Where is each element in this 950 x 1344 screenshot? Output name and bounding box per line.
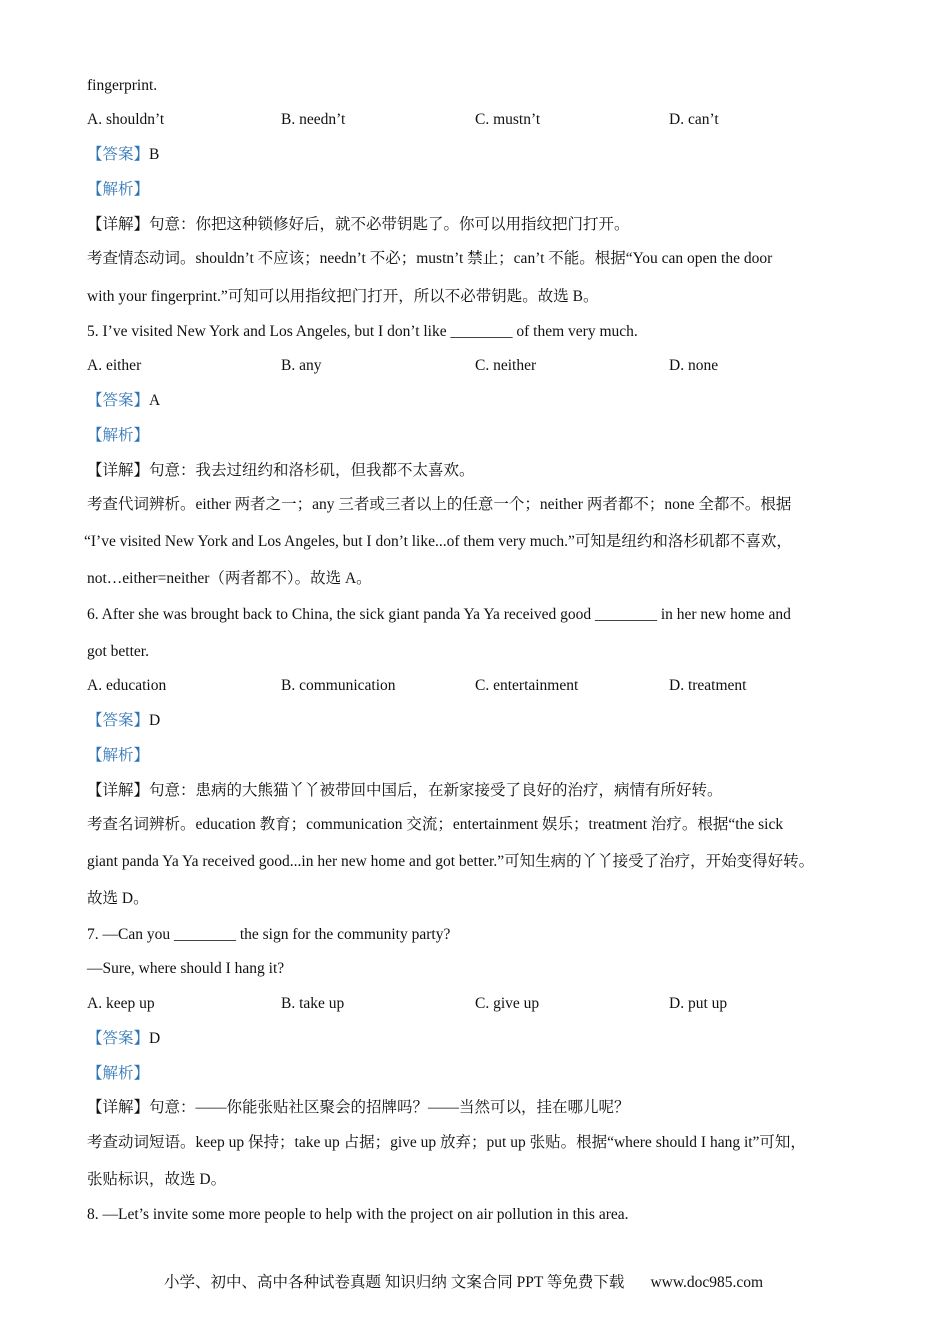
option-b: B. any (281, 357, 322, 374)
q6-question-line1: 6. After she was brought back to China, the sick giant panda Ya Ya received good ________ in her new home and (87, 606, 791, 623)
q6-exp3: 故选 D。 (87, 890, 149, 907)
q7-answer (87, 1029, 160, 1049)
option-a: A. either (87, 357, 142, 374)
answer-label: 【答案】 (87, 1030, 150, 1047)
option-d: D. can’t (669, 111, 719, 128)
option-d: D. none (669, 357, 719, 374)
q5-exp1: 考查代词辨析。either 两者之一；any 三者或三者以上的任意一个；neither 两者都不；none 全都不。根据 (87, 496, 792, 513)
q7-exp2: 张贴标识，故选 D。 (87, 1171, 227, 1188)
q5-detail (87, 461, 475, 481)
q7-exp1: 考查动词短语。keep up 保持；take up 占据；give up 放弃；put up 张贴。根据“where should I hang it”可知， (87, 1134, 806, 1151)
answer-value: D (149, 712, 161, 729)
option-c: C. neither (475, 357, 537, 374)
answer-label: 【答案】 (87, 392, 150, 409)
footer-text: 小学、初中、高中各种试卷真题 知识归纳 文案合同 PPT 等免费下载 (164, 1274, 625, 1291)
option-a: A. education (87, 677, 167, 694)
q6-exp1: 考查名词辨析。education 教育；communication 交流；entertainment 娱乐；treatment 治疗。根据“the sick (87, 816, 784, 833)
q7-question-line1: 7. —Can you ________ the sign for the community party? (87, 926, 451, 943)
q8-question: 8. —Let’s invite some more people to help with the project on air pollution in this area. (87, 1206, 629, 1223)
option-d: D. put up (669, 995, 728, 1012)
detail-label: 【详解】 (87, 462, 150, 479)
q7-analysis-label: 【解析】 (87, 1065, 150, 1082)
detail-text: 句意：我去过纽约和洛杉矶，但我都不太喜欢。 (149, 462, 475, 479)
q7-detail (87, 1098, 630, 1118)
answer-value: A (149, 392, 161, 409)
q6-exp2: giant panda Ya Ya received good...in her new home and got better.”可知生病的丫丫接受了治疗，开始变得好转。 (87, 853, 815, 870)
option-b: B. needn’t (281, 111, 346, 128)
q6-analysis-label: 【解析】 (87, 747, 150, 764)
detail-text: 句意：——你能张贴社区聚会的招牌吗？——当然可以，挂在哪儿呢？ (149, 1099, 630, 1116)
option-a: A. keep up (87, 995, 155, 1012)
q6-question-line2: got better. (87, 643, 149, 660)
q4-tail: fingerprint. (87, 77, 158, 94)
option-c: C. entertainment (475, 677, 579, 694)
footer-url[interactable]: www.doc985.com (650, 1274, 764, 1291)
option-a: A. shouldn’t (87, 111, 165, 128)
detail-label: 【详解】 (87, 216, 150, 233)
q5-analysis-label: 【解析】 (87, 427, 150, 444)
answer-value: D (149, 1030, 161, 1047)
q4-analysis-label: 【解析】 (87, 181, 150, 198)
detail-text: 句意：你把这种锁修好后，就不必带钥匙了。你可以用指纹把门打开。 (149, 216, 630, 233)
option-b: B. communication (281, 677, 396, 694)
answer-label: 【答案】 (87, 146, 150, 163)
answer-label: 【答案】 (87, 712, 150, 729)
q5-answer (87, 391, 160, 411)
q4-exp2: with your fingerprint.”可知可以用指纹把门打开，所以不必带钥匙。故选 B。 (87, 288, 599, 305)
q4-exp1: 考查情态动词。shouldn’t 不应该；needn’t 不必；mustn’t 禁止；can’t 不能。根据“You can open the door (87, 250, 773, 267)
detail-text: 句意：患病的大熊猫丫丫被带回中国后，在新家接受了良好的治疗，病情有所好转。 (149, 782, 723, 799)
q5-exp2: “I’ve visited New York and Los Angeles, but I don’t like...of them very much.”可知是纽约和洛杉矶都不喜欢， (84, 533, 792, 550)
answer-value: B (149, 146, 160, 163)
q4-detail (87, 215, 630, 235)
page-footer (164, 1270, 763, 1292)
q4-answer (87, 145, 159, 165)
option-b: B. take up (281, 995, 345, 1012)
q5-exp3: not…either=neither（两者都不）。故选 A。 (87, 570, 372, 587)
q5-question: 5. I’ve visited New York and Los Angeles, but I don’t like ________ of them very much. (87, 323, 638, 340)
q6-answer (87, 711, 160, 731)
option-c: C. give up (475, 995, 540, 1012)
option-c: C. mustn’t (475, 111, 541, 128)
detail-label: 【详解】 (87, 1099, 150, 1116)
option-d: D. treatment (669, 677, 747, 694)
detail-label: 【详解】 (87, 782, 150, 799)
q6-detail (87, 781, 723, 801)
q7-question-line2: —Sure, where should I hang it? (87, 960, 285, 977)
